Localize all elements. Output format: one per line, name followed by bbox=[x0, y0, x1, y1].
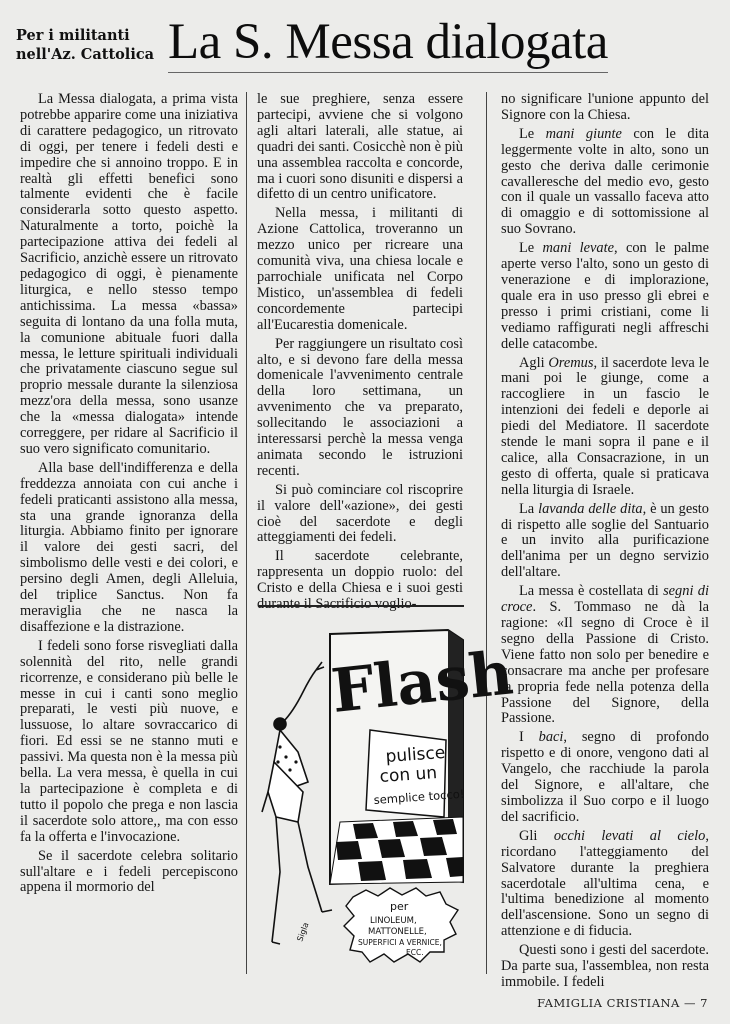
text: La bbox=[519, 500, 539, 517]
paragraph bbox=[501, 584, 709, 727]
text: I bbox=[519, 729, 539, 746]
paragraph: Il sacerdote celebrante, rappresenta un doppio ruolo: del Cristo e della Chiesa e i suoi gesti bbox=[257, 548, 463, 597]
text: . S. Tommaso ne dà la ragione: «Il segno di Croce è il segno della Passione di Cristo. Viene fatto non solo per benedire e consacrare ma anche per profesare la propria fede nella potenza della Passione del Signore, della Passione. bbox=[501, 599, 709, 727]
woman-figure bbox=[262, 662, 332, 944]
paragraph bbox=[501, 829, 709, 940]
kicker bbox=[16, 26, 166, 64]
ad-rule bbox=[258, 605, 464, 607]
text: Agli bbox=[519, 354, 549, 371]
paragraph bbox=[501, 730, 709, 825]
emphasis: mani levate bbox=[542, 240, 615, 257]
burst-line-2: LINOLEUM, bbox=[370, 916, 417, 926]
emphasis: occhi levati al cielo bbox=[553, 827, 706, 844]
burst-line-3: MATTONELLE, bbox=[368, 927, 427, 937]
article-column-2 bbox=[257, 92, 463, 616]
title-rule bbox=[168, 72, 608, 73]
paragraph: Alla base dell'indifferenza e della freddezza annoiata con cui anche i fedeli praticanti assistono alla messa, sta una grande ignoranza della liturgia. Abbiamo finito per ignorare il valore dei gesti sacri, del simbolismo delle vesti e dei colori, e persino degli Amen, degli Alleluia, del triplice Sanctus. Non fa meraviglia che ne nasca la disaffezione e la distrazione. bbox=[20, 459, 238, 635]
slogan-line-3: semplice tocco! bbox=[373, 786, 465, 807]
text: , ricordano l'atteggiamento del Salvatore durante la preghiera sacerdotale all'ultima cena, e l'ultima benedizione al momento dell'ascensione. Sono un segno di attenzione e di fiducia. bbox=[501, 827, 709, 940]
kicker-line-2: nell'Az. Cattolica bbox=[16, 46, 155, 63]
paragraph: Per raggiungere un risultato così alto, e si devono fare della messa domenicale l'avvenimento centrale della loro settimana, un avvenimento che va preparato, sollecitando le associazioni a interessarsi perchè la messa venga animata secondo le istruzioni recenti. bbox=[257, 335, 463, 479]
kicker-line-1: Per i militanti bbox=[16, 27, 130, 44]
text: , segno di profondo rispetto e di onore, vengono dati al Vangelo, che racchiude la parola del Signore, e all'altare, che simbolizza il Suo corpo e il luogo del sacrificio. bbox=[501, 729, 709, 825]
emphasis: baci bbox=[538, 729, 564, 746]
text: , il sacerdote leva le mani poi le giunge, come a raccogliere in un fascio le intenzioni dei fedeli e deporle ai piedi del Mediatore. Il sacerdote stende le mani sopra il pane e il calice, alla Consacrazione, in un gesto di offerta, quale si praticava nella liturgia di Israele. bbox=[501, 354, 709, 498]
paragraph: no significare l'unione appunto del Signore con la Chiesa. bbox=[501, 91, 709, 123]
paragraph: Si può cominciare col riscoprire il valore dell'«azione», dei gesti cioè del sacerdote e degli atteggiamenti dei fedeli. bbox=[257, 481, 463, 546]
paragraph bbox=[501, 356, 709, 499]
text: Le bbox=[519, 125, 546, 142]
paragraph: le sue preghiere, senza essere partecipi, avviene che si volgono agli altari laterali, alle statue, ai quadri dei santi. Cosicchè non è più una assemblea raccolta e concorde, ma i cuori sono disuniti e dispersi a difetto di un centro unificatore. bbox=[257, 91, 463, 203]
emphasis: mani giunte bbox=[545, 125, 622, 142]
text: , è un gesto di rispetto alle soglie del Santuario e un invito alla purificazione dell'anima per un degno servizio dell'altare. bbox=[501, 500, 709, 581]
page-title: La S. Messa dialogata bbox=[168, 14, 608, 70]
flash-advertisement bbox=[258, 612, 517, 972]
paragraph: Nella messa, i militanti di Azione Cattolica, troveranno un mezzo unico per ricreare una comunità viva, una chiesa locale e parrochiale unificata nel Corpo Mistico, un'assemblea di fedeli concordemente partecipi all'Eucarestia domenicale. bbox=[257, 205, 463, 333]
column-divider bbox=[486, 92, 487, 974]
text: Le bbox=[519, 240, 543, 257]
paragraph bbox=[501, 241, 709, 352]
burst-line-1: per bbox=[390, 900, 409, 913]
emphasis: Oremus bbox=[548, 354, 594, 371]
paragraph bbox=[501, 502, 709, 582]
article-column-3 bbox=[501, 92, 709, 994]
slogan-line-1: pulisce bbox=[384, 742, 446, 767]
text: La messa è costellata di bbox=[519, 583, 664, 600]
brand-logo: Flash bbox=[328, 638, 517, 727]
paragraph: I fedeli sono forse risvegliati dalla solennità del rito, nelle grandi ricorrenze, e considerano più belle le messe in cui i canti sono meglio preparati, le vesti più nuove, e lussuose, lo altare sovraccarico di fiori. Ed essi se ne stanno muti e passivi. Ma questa non è la messa più bella. La vera messa, è quella in cui la partecipazione è completa e di tutto il popolo che prega e non lascia il sacerdote solo attore,, ma con esso fa la offerta e l'invocazione. bbox=[20, 637, 238, 845]
text: , con le palme aperte verso l'alto, sono un gesto di venerazione e di implorazione, quale era in uso presso gli ebrei e presso i primi cristiani, come li vediamo raffigurati negli affreschi delle catacombe. bbox=[501, 240, 710, 352]
text: con le dita leggermente volte in alto, sono un gesto che deriva dalle cerimonie cavalleresche del medio evo, gesto con il quale un vassallo faceva atto di omaggio e di sottomissione al suo Sovrano. bbox=[501, 125, 709, 238]
paragraph: La Messa dialogata, a prima vista potrebbe apparire come una iniziativa di carattere pedagogico, un ritrovato di oggi, per tenere i fedeli desti e impedire che si annoino troppo. E in realtà gli effetti benefici sono talmente evidenti che è facile considerarla sotto questo aspetto. Naturalmente a torto, poichè la partecipazione attiva dei fedeli al Sacrificio, anzichè essere un ritrovato pedagogico di oggi, è pienamente liturgica, e nello stesso tempo antichissima. La messa «bassa» seguita di lontano da una folla muta, la comunione abituale fuori dalla messa, le letture spirituali individuali che privatamente ciascuno segue sul proprio messale durante la silenziosa mezz'ora della messa, sono usanze che la «messa dialogata» intende correggere, per ridare al Sacrificio il suo vero significato comunitario. bbox=[20, 91, 238, 457]
column-divider bbox=[246, 92, 247, 974]
emphasis: segni di croce bbox=[501, 583, 709, 616]
burst-line-5: ECC. bbox=[406, 948, 424, 957]
checkered-floor bbox=[330, 817, 463, 884]
text: Gli bbox=[519, 827, 554, 844]
paragraph: Questi sono i gesti del sacerdote. Da parte sua, l'assemblea, non resta immobile. I fedeli bbox=[501, 942, 709, 990]
article-column-1 bbox=[20, 92, 238, 899]
paragraph: Se il sacerdote celebra solitario sull'altare e i fedeli percepiscono appena il mormorio del bbox=[20, 847, 238, 896]
emphasis: lavanda delle dita bbox=[538, 500, 643, 517]
page-footer: FAMIGLIA CRISTIANA — 7 bbox=[537, 996, 708, 1010]
artist-signature: Sigla bbox=[295, 921, 311, 943]
paragraph bbox=[501, 127, 709, 238]
slogan-line-2: con un bbox=[378, 763, 438, 787]
flash-ad-illustration bbox=[258, 612, 517, 972]
burst-line-4: SUPERFICI A VERNICE, bbox=[358, 938, 442, 947]
